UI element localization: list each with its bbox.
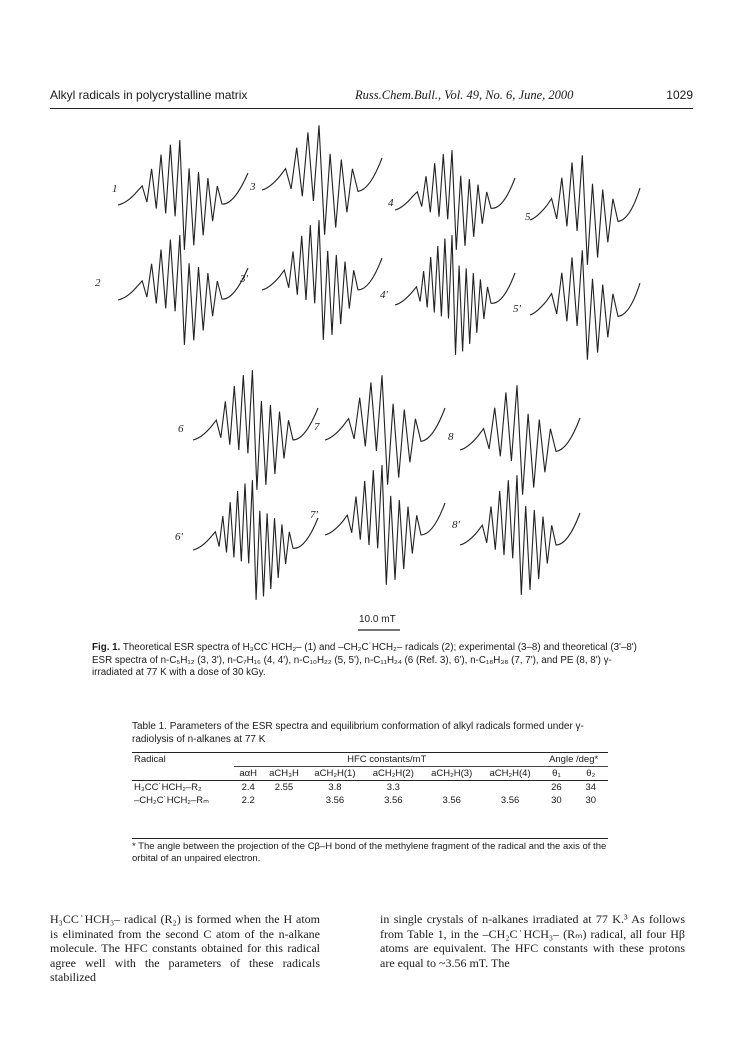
spectrum-label: 4' xyxy=(380,289,388,301)
table-row: –CH₂C˙HCH₂–Rₘ 2.2 3.56 3.56 3.56 3.56 30 30 xyxy=(134,795,597,806)
spectrum-label: 5 xyxy=(525,211,531,223)
page-number: 1029 xyxy=(666,88,693,102)
subhead-a-ch2-2: aCH₂H(2) xyxy=(364,767,422,781)
spectrum-label: 6' xyxy=(175,531,183,543)
esr-trace xyxy=(395,150,515,250)
subhead-a-ch3: aCH₃H xyxy=(262,767,306,781)
col-head-angle: Angle /deg* xyxy=(539,753,608,767)
esr-trace xyxy=(325,465,445,585)
spectrum-label: 8 xyxy=(448,431,454,443)
subhead-a-ch2-3: aCH₂H(3) xyxy=(423,767,481,781)
spectrum-label: 6 xyxy=(178,423,184,435)
esr-trace xyxy=(530,155,640,264)
esr-trace xyxy=(193,480,318,600)
esr-trace xyxy=(530,250,640,359)
subhead-a-ch2-1: aCH₂H(1) xyxy=(306,767,364,781)
esr-spectra-figure xyxy=(0,120,739,640)
spectrum-label: 8' xyxy=(452,519,460,531)
hfc-table xyxy=(132,752,608,807)
spectrum-label: 3 xyxy=(250,181,256,193)
caption-label: Fig. 1. xyxy=(92,642,121,653)
esr-trace xyxy=(262,220,382,340)
col-head-hfc: HFC constants/mT xyxy=(234,753,539,767)
spectrum-label: 4 xyxy=(388,197,394,209)
body-right-column: in single crystals of n-alkanes irradiated at 77 K.³ As follows from Table 1, in the –CH₂C˙HCH₃– (Rₘ) radical, all four Hβ atoms are equivalent. The HFC constants with these protons are equal to ~3.56 mT. The xyxy=(380,912,685,970)
spectrum-label: 7 xyxy=(314,421,320,433)
running-header xyxy=(50,88,693,109)
running-title: Alkyl radicals in polycrystalline matrix xyxy=(50,88,248,102)
esr-trace xyxy=(460,475,580,595)
spectrum-label: 3' xyxy=(240,273,248,285)
esr-trace xyxy=(193,370,318,490)
scale-bar-label: 10.0 mT xyxy=(359,614,396,625)
table-row: H₃CC˙HCH₂–R₂ 2.4 2.55 3.8 3.3 26 34 xyxy=(134,782,597,793)
subhead-theta-2: θ₂ xyxy=(574,767,608,781)
table-title: Table 1. Parameters of the ESR spectra and equilibrium conformation of alkyl radicals formed under γ-radiolysis of n-alkanes at 77 K xyxy=(132,721,584,745)
spectrum-label: 5' xyxy=(513,303,521,315)
esr-trace xyxy=(262,125,382,234)
subhead-theta-1: θ₁ xyxy=(539,767,573,781)
col-head-radical: Radical xyxy=(132,753,234,767)
subhead-a-alpha: aαH xyxy=(234,767,262,781)
esr-trace xyxy=(460,385,580,494)
spectrum-label: 1 xyxy=(112,183,118,195)
body-left-column: H₃CC˙HCH₃– radical (R₂) is formed when the H atom is eliminated from the second C atom of the n-alkane molecule. The HFC constants obtained for this radical agree well with the parameters of these radicals stabilized xyxy=(50,912,320,984)
table-footnote: * The angle between the projection of the Cβ–H bond of the methylene fragment of the radical and the axis of the orbital of an unpaired electron. xyxy=(132,838,608,865)
esr-trace xyxy=(395,235,515,355)
subhead-a-ch2-4: aCH₂H(4) xyxy=(481,767,539,781)
journal-citation: Russ.Chem.Bull., Vol. 49, No. 6, June, 2000 xyxy=(355,88,574,102)
spectrum-label: 7' xyxy=(310,509,318,521)
esr-trace xyxy=(325,375,445,484)
figure-caption xyxy=(92,642,648,680)
caption-text: Theoretical ESR spectra of H₃CC˙HCH₂– (1) and –CH₂C˙HCH₂– radicals (2); experimental (3–8) and theoretical (3'–8') ESR spectra of n-C₅H₁₂ (3, 3'), n-C₇H₁₆ (4, 4'), n-C₁₀H₂₂ (5, 5'), n-C₁₁H₂₄ (6 (Ref. 3), 6'), n-C₁₈H₃₈ (7, 7'), and PE (8, 8') γ-irradiated at 77 K with a dose of 30 kGy. xyxy=(92,642,637,678)
esr-trace xyxy=(118,235,248,345)
esr-trace xyxy=(118,140,248,250)
spectrum-label: 2 xyxy=(95,277,101,289)
